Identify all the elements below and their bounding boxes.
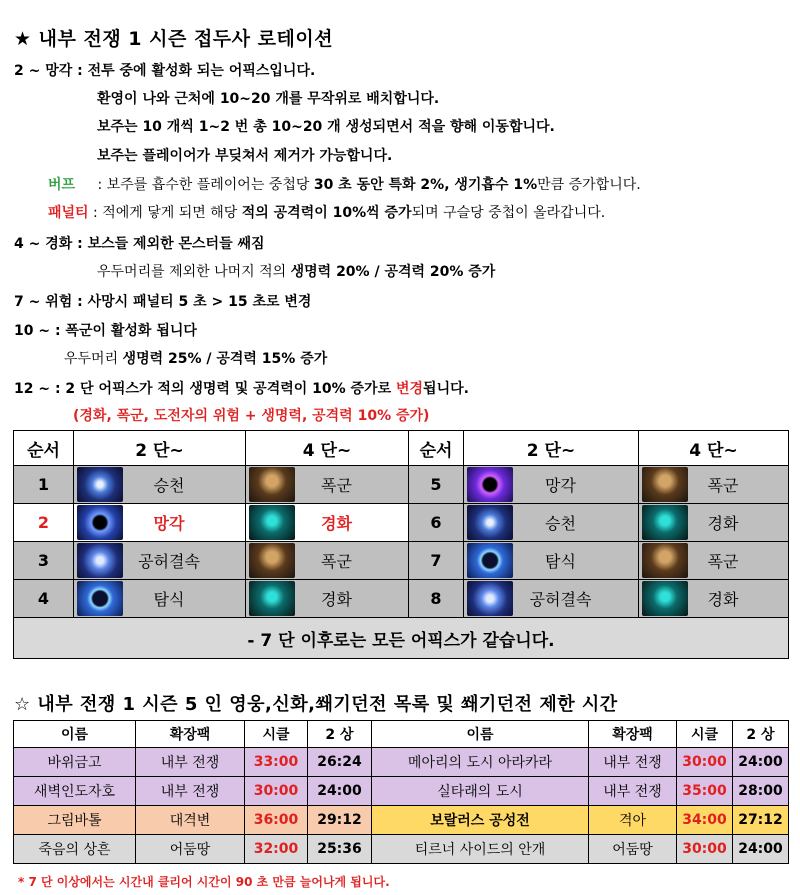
rotation-footer-row (14, 618, 789, 659)
affix-name: 승천 (545, 514, 576, 533)
affix-name: 경화 (321, 590, 352, 609)
devour-icon (467, 543, 513, 578)
devour-icon (77, 581, 123, 616)
voidbound-icon (467, 581, 513, 616)
fortified-icon (249, 505, 295, 540)
affix-name: 승천 (153, 476, 185, 495)
penalty-text-c: 되며 구슬당 중첩이 올라갑니다. (411, 205, 606, 221)
affix-tyrannical-line: 10 ~ : 폭군이 활성화 됩니다 (14, 323, 197, 339)
dungeon-upgrade-time: 28:00 (733, 777, 789, 806)
dungeon-upgrade-time: 24:00 (308, 777, 372, 806)
oblivion-icon (467, 467, 513, 502)
affix-peril-line: 7 ~ 위험 : 사망시 패널티 5 초 > 15 초로 변경 (14, 294, 312, 310)
affix-name: 경화 (707, 514, 739, 533)
affix-name: 경화 (707, 590, 739, 609)
dungeon-name: 그림바톨 (14, 806, 136, 835)
voidbound-icon (77, 543, 123, 578)
oblivion-desc-1: 환영이 나와 근처에 10~20 개를 무작위로 배치합니다. (97, 91, 440, 107)
header-level2-2: 2 단~ (464, 431, 639, 466)
tyrannical-desc-b: 생명력 25% / 공격력 15% 증가 (122, 351, 328, 367)
header-level4-2: 4 단~ (639, 431, 789, 466)
dungeon-upgrade-time: 24:00 (733, 835, 789, 864)
dungeon-timer: 30:00 (677, 835, 733, 864)
affix-name: 폭군 (321, 476, 352, 495)
buff-line (48, 174, 641, 194)
header-level4-1: 4 단~ (246, 431, 409, 466)
order-number: 8 (409, 580, 464, 618)
dungeon-header-row (14, 721, 789, 748)
rotation-row-2 (14, 504, 789, 542)
dungeon-row (14, 748, 789, 777)
fortified-desc-b: 생명력 20% / 공격력 20% 증가 (290, 264, 496, 280)
tyrannical-icon (249, 543, 295, 578)
dungeon-timer: 33:00 (245, 748, 308, 777)
affix-name: 망각 (153, 514, 185, 533)
dungeon-table (13, 720, 789, 864)
tyrannical-icon (642, 543, 688, 578)
fortified-icon (249, 581, 295, 616)
dungeon-timer: 30:00 (245, 777, 308, 806)
header-expansion-1: 확장팩 (136, 721, 245, 748)
header-order-1: 순서 (14, 431, 74, 466)
buff-text-a: : 보주를 흡수한 플레이어는 중첩당 (93, 177, 314, 193)
dungeon-timer: 34:00 (677, 806, 733, 835)
dungeon-timer: 32:00 (245, 835, 308, 864)
dungeon-row (14, 835, 789, 864)
footnote: * 7 단 이상에서는 시간내 클리어 시간이 90 초 만큼 늘어나게 됩니다. (18, 875, 390, 889)
dungeon-name: 새벽인도자호 (14, 777, 136, 806)
order-number: 4 (14, 580, 74, 618)
affix-oblivion-line: 2 ~ 망각 : 전투 중에 활성화 되는 어픽스입니다. (14, 63, 316, 79)
header-name-1: 이름 (14, 721, 136, 748)
dungeon-expansion: 내부 전쟁 (136, 777, 245, 806)
affix-name: 탐식 (153, 590, 185, 609)
affix-name: 공허결속 (138, 552, 200, 571)
dungeon-name: 티르너 사이드의 안개 (372, 835, 589, 864)
level12-text-b: 변경 (395, 381, 424, 397)
dungeon-expansion: 대격변 (136, 806, 245, 835)
dungeon-name: 죽음의 상흔 (14, 835, 136, 864)
tyrannical-desc (64, 348, 327, 368)
dungeon-name: 메아리의 도시 아라카라 (372, 748, 589, 777)
level12-text-c: 됩니다. (423, 381, 469, 397)
affix-rotation-table (13, 430, 789, 659)
dungeon-expansion: 내부 전쟁 (589, 777, 677, 806)
dungeon-timer: 36:00 (245, 806, 308, 835)
dungeon-name: 실타래의 도시 (372, 777, 589, 806)
dungeon-expansion: 내부 전쟁 (136, 748, 245, 777)
buff-text-b: 30 초 동안 특화 2%, 생기흡수 1% (313, 177, 538, 193)
header-upgrade2-1: 2 상 (308, 721, 372, 748)
affix-name: 폭군 (321, 552, 352, 571)
dungeon-timer: 35:00 (677, 777, 733, 806)
header-level2-1: 2 단~ (74, 431, 246, 466)
fortified-icon (642, 505, 688, 540)
dungeon-expansion: 내부 전쟁 (589, 748, 677, 777)
dungeon-upgrade-time: 24:00 (733, 748, 789, 777)
dungeon-name: 보랄러스 공성전 (372, 806, 589, 835)
header-upgrade2-2: 2 상 (733, 721, 789, 748)
rotation-row-1 (14, 466, 789, 504)
affix-name: 폭군 (707, 476, 739, 495)
dungeon-upgrade-time: 25:36 (308, 835, 372, 864)
penalty-text-b: 적의 공격력이 10%씩 증가 (241, 205, 412, 221)
affix-name: 공허결속 (529, 590, 592, 609)
affix-name: 폭군 (707, 552, 739, 571)
level12-note: (경화, 폭군, 도전자의 위험 + 생명력, 공격력 10% 증가) (73, 408, 430, 424)
rotation-footer: - 7 단 이후로는 모든 어픽스가 같습니다. (14, 618, 789, 659)
dungeon-upgrade-time: 29:12 (308, 806, 372, 835)
dungeon-expansion: 어둠땅 (136, 835, 245, 864)
fortified-desc (97, 261, 495, 281)
ascension-icon (467, 505, 513, 540)
dungeon-timer: 30:00 (677, 748, 733, 777)
penalty-text-a: : 적에게 닿게 되면 해당 (88, 205, 242, 221)
oblivion-desc-2: 보주는 10 개씩 1~2 번 총 10~20 개 생성되면서 적을 향해 이동합니다. (97, 119, 555, 135)
rotation-row-4 (14, 580, 789, 618)
level12-text-a: 12 ~ : 2 단 어픽스가 적의 생명력 및 공격력이 10% 증가로 (14, 381, 396, 397)
dungeon-expansion: 어둠땅 (589, 835, 677, 864)
header-name-2: 이름 (372, 721, 589, 748)
tyrannical-desc-a: 우두머리 (64, 351, 123, 367)
tyrannical-icon (642, 467, 688, 502)
affix-name: 탐식 (545, 552, 576, 571)
rotation-title: ★ 내부 전쟁 1 시즌 접두사 로테이션 (14, 28, 334, 50)
dungeon-title: ☆ 내부 전쟁 1 시즌 5 인 영웅,신화,쐐기던전 목록 및 쐐기던전 제한 시간 (14, 694, 618, 715)
order-number: 2 (14, 504, 74, 542)
header-time-2: 시클 (677, 721, 733, 748)
order-number: 1 (14, 466, 74, 504)
order-number: 7 (409, 542, 464, 580)
oblivion-icon (77, 505, 123, 540)
affix-fortified-line: 4 ~ 경화 : 보스들 제외한 몬스터들 쌔짐 (14, 236, 265, 252)
oblivion-desc-3: 보주는 플레이어가 부딪쳐서 제거가 가능합니다. (97, 148, 393, 164)
dungeon-name: 바위금고 (14, 748, 136, 777)
dungeon-row (14, 777, 789, 806)
dungeon-row (14, 806, 789, 835)
fortified-desc-a: 우두머리를 제외한 나머지 적의 (97, 264, 291, 280)
ascension-icon (77, 467, 123, 502)
dungeon-expansion: 격아 (589, 806, 677, 835)
header-expansion-2: 확장팩 (589, 721, 677, 748)
order-number: 5 (409, 466, 464, 504)
penalty-label: 패널티 (48, 205, 89, 221)
affix-name: 망각 (545, 476, 576, 495)
dungeon-upgrade-time: 26:24 (308, 748, 372, 777)
penalty-line (48, 202, 605, 222)
header-order-2: 순서 (409, 431, 464, 466)
fortified-icon (642, 581, 688, 616)
rotation-row-3 (14, 542, 789, 580)
order-number: 6 (409, 504, 464, 542)
order-number: 3 (14, 542, 74, 580)
affix-name: 경화 (321, 514, 352, 533)
buff-text-c: 만큼 증가합니다. (537, 177, 641, 193)
header-time-1: 시클 (245, 721, 308, 748)
buff-label: 버프 (48, 177, 76, 193)
tyrannical-icon (249, 467, 295, 502)
rotation-header-row (14, 431, 789, 466)
affix-level12-line (14, 378, 469, 398)
dungeon-upgrade-time: 27:12 (733, 806, 789, 835)
